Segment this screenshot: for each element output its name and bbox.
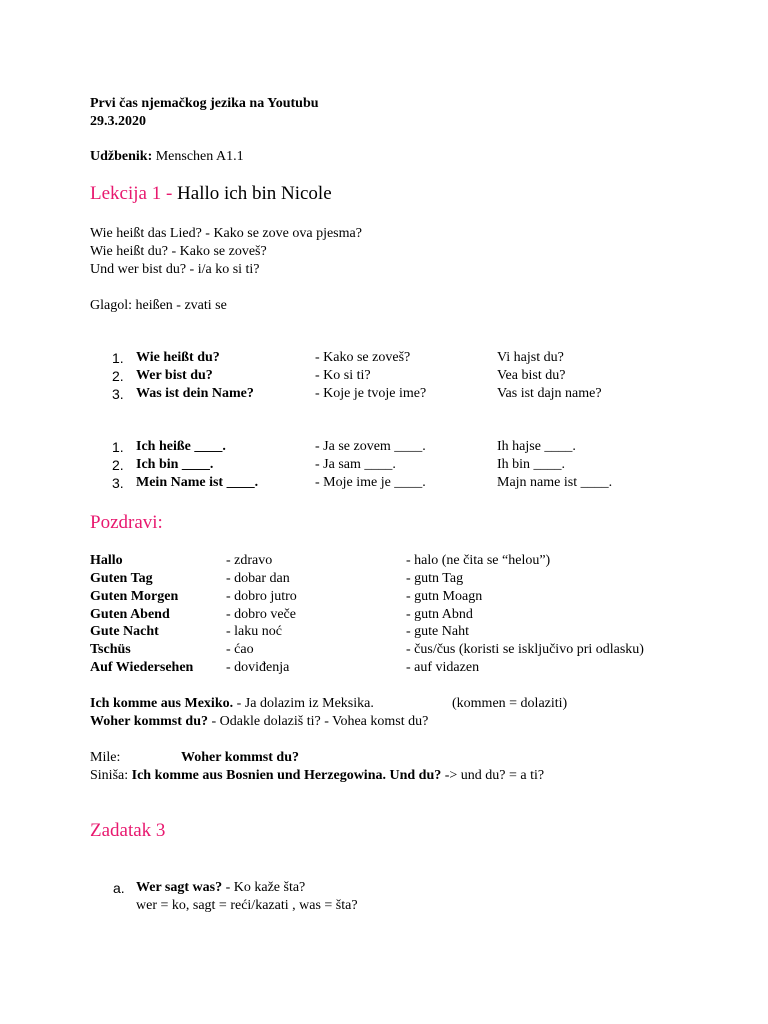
textbook-line	[90, 148, 244, 166]
list-number: 3.	[112, 475, 124, 491]
textbook-label: Udžbenik:	[90, 149, 153, 164]
dialog-translation: -> und du? = a ti?	[441, 768, 545, 783]
glagol-line: Glagol: heißen - zvati se	[90, 298, 227, 313]
exercise-vocabulary: wer = ko, sagt = reći/kazati , was = šta?	[136, 898, 358, 913]
lesson-heading	[90, 183, 332, 205]
greeting-bosnian: - doviđenja	[226, 660, 290, 675]
woher-translation: - Odakle dolaziš ti? - Vohea komst du?	[207, 714, 429, 729]
greeting-bosnian: - dobro jutro	[226, 589, 297, 604]
list-item-bosnian: - Kako se zoveš?	[315, 350, 411, 365]
list-number: 3.	[112, 386, 124, 402]
greeting-german: Hallo	[90, 553, 123, 568]
greeting-german: Guten Abend	[90, 607, 170, 622]
dialog-line-1: Woher kommst du?	[181, 750, 299, 765]
list-item-pronunciation: Vas ist dajn name?	[497, 386, 602, 401]
list-item-pronunciation: Ih bin ____.	[497, 457, 566, 472]
greeting-pronunciation: - gutn Tag	[406, 571, 464, 586]
list-item-bosnian: - Ko si ti?	[315, 368, 371, 383]
list-number: 1.	[112, 350, 124, 366]
list-item-bosnian: - Ja se zovem ____.	[315, 439, 426, 454]
greeting-bosnian: - dobro veče	[226, 607, 296, 622]
list-item-german: Mein Name ist ____.	[136, 475, 259, 490]
dialog-german: Ich komme aus Bosnien und Herzegowina. Und du?	[131, 768, 442, 783]
woher-german: Woher kommst du?	[90, 714, 208, 729]
list-number: 2.	[112, 457, 124, 473]
greeting-bosnian: - ćao	[226, 642, 254, 657]
document-date: 29.3.2020	[90, 114, 146, 129]
lesson-separator: -	[161, 183, 178, 204]
intro-line: Wie heißt du? - Kako se zoveš?	[90, 244, 267, 259]
dialog-speaker-1: Mile:	[90, 750, 121, 765]
list-number: 1.	[112, 439, 124, 455]
list-number: 2.	[112, 368, 124, 384]
greeting-pronunciation: - gute Naht	[406, 624, 469, 639]
greeting-bosnian: - zdravo	[226, 553, 273, 568]
greeting-pronunciation: - halo (ne čita se “helou”)	[406, 553, 551, 568]
dialog-line-2	[90, 767, 544, 785]
list-item-pronunciation: Vea bist du?	[497, 368, 566, 383]
lesson-title: Hallo ich bin Nicole	[177, 183, 332, 204]
greeting-german: Auf Wiedersehen	[90, 660, 194, 675]
list-item-pronunciation: Vi hajst du?	[497, 350, 564, 365]
intro-line: Und wer bist du? - i/a ko si ti?	[90, 262, 260, 277]
list-item-german: Ich bin ____.	[136, 457, 214, 472]
list-item-german: Was ist dein Name?	[136, 386, 254, 401]
komme-line-2	[90, 713, 428, 731]
greeting-pronunciation: - gutn Abnd	[406, 607, 473, 622]
list-item-german: Wer bist du?	[136, 368, 213, 383]
komme-german: Ich komme aus Mexiko.	[90, 696, 234, 711]
dialog-speaker-2: Siniša:	[90, 768, 129, 783]
greeting-pronunciation: - auf vidazen	[406, 660, 480, 675]
list-item-bosnian: - Koje je tvoje ime?	[315, 386, 427, 401]
komme-note: (kommen = dolaziti)	[452, 696, 568, 711]
greeting-bosnian: - dobar dan	[226, 571, 290, 586]
intro-line: Wie heißt das Lied? - Kako se zove ova pjesma?	[90, 226, 362, 241]
exercise-letter: a.	[113, 880, 125, 896]
list-item-pronunciation: Majn name ist ____.	[497, 475, 613, 490]
greeting-pronunciation: - čus/čus (koristi se isključivo pri odlasku)	[406, 642, 644, 657]
textbook-value: Menschen A1.1	[152, 149, 244, 164]
list-item-bosnian: - Ja sam ____.	[315, 457, 396, 472]
greeting-german: Gute Nacht	[90, 624, 159, 639]
greeting-pronunciation: - gutn Moagn	[406, 589, 483, 604]
exercise-item	[136, 879, 305, 897]
greeting-bosnian: - laku noć	[226, 624, 282, 639]
list-item-german: Ich heiße ____.	[136, 439, 226, 454]
lesson-label: Lekcija 1	[90, 183, 162, 204]
komme-line-1	[90, 695, 374, 713]
pozdravi-heading: Pozdravi:	[90, 512, 163, 533]
list-item-pronunciation: Ih hajse ____.	[497, 439, 576, 454]
komme-translation: - Ja dolazim iz Meksika.	[233, 696, 374, 711]
zadatak-heading: Zadatak 3	[90, 820, 166, 841]
exercise-translation: - Ko kaže šta?	[222, 880, 306, 895]
greeting-german: Guten Morgen	[90, 589, 179, 604]
list-item-german: Wie heißt du?	[136, 350, 220, 365]
greeting-german: Tschüs	[90, 642, 131, 657]
exercise-german: Wer sagt was?	[136, 880, 223, 895]
greeting-german: Guten Tag	[90, 571, 153, 586]
list-item-bosnian: - Moje ime je ____.	[315, 475, 426, 490]
document-title: Prvi čas njemačkog jezika na Youtubu	[90, 96, 319, 111]
